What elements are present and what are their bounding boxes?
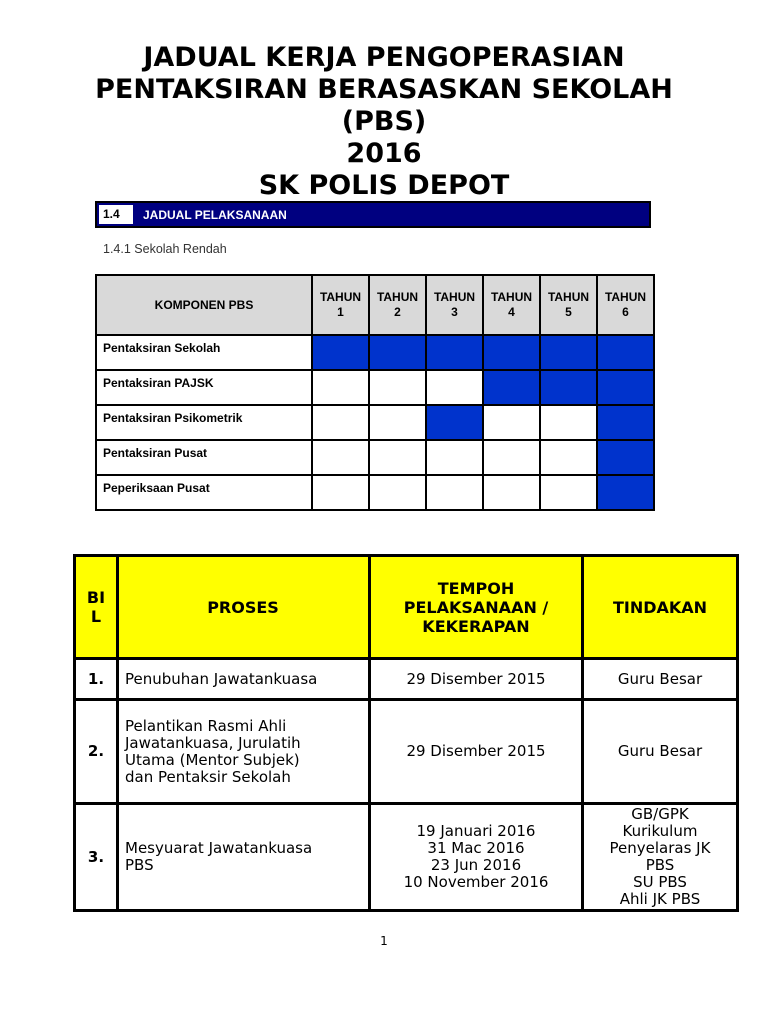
period-text-line: 23 Jun 2016	[430, 856, 522, 874]
grid-cell-empty	[369, 475, 426, 510]
process-text-line: dan Pentaksir Sekolah	[125, 767, 291, 786]
title-line-2: PENTAKSIRAN BERASASKAN SEKOLAH	[95, 74, 673, 105]
period-text-line: 10 November 2016	[403, 873, 549, 891]
header-bil: BI L	[75, 556, 118, 659]
period-text-line: 31 Mac 2016	[427, 839, 525, 857]
grid-cell-empty	[483, 440, 540, 475]
row-number: 1.	[75, 659, 118, 700]
period-text	[370, 700, 583, 804]
grid-cell-filled	[483, 370, 540, 405]
grid-cell-empty	[540, 440, 597, 475]
grid-cell-empty	[312, 475, 369, 510]
grid-header-row	[96, 275, 654, 335]
action-text	[583, 804, 738, 911]
title-line-3: (PBS)	[341, 106, 427, 137]
grid-cell-empty	[369, 440, 426, 475]
grid-cell-filled	[597, 405, 654, 440]
grid-cell-empty	[540, 405, 597, 440]
action-text-line: Kurikulum	[622, 822, 698, 840]
work-schedule-table	[73, 554, 739, 912]
grid-header-year-5: TAHUN 5	[540, 275, 597, 335]
row-number: 3.	[75, 804, 118, 911]
grid-cell-empty	[426, 370, 483, 405]
title-line-1: JADUAL KERJA PENGOPERASIAN	[143, 42, 625, 73]
grid-cell-empty	[540, 475, 597, 510]
schedule-row	[75, 659, 738, 700]
title-line-5: SK POLIS DEPOT	[258, 170, 510, 201]
grid-cell-empty	[369, 405, 426, 440]
grid-row	[96, 475, 654, 510]
grid-cell-filled	[540, 335, 597, 370]
grid-cell-empty	[369, 370, 426, 405]
section-header-bar	[95, 201, 651, 228]
grid-cell-filled	[426, 335, 483, 370]
grid-cell-empty	[483, 405, 540, 440]
header-tindakan: TINDAKAN	[583, 556, 738, 659]
period-text-line: 19 Januari 2016	[416, 822, 536, 840]
grid-cell-filled	[597, 335, 654, 370]
grid-cell-empty	[483, 475, 540, 510]
grid-cell-empty	[426, 440, 483, 475]
process-text-line: Mesyuarat Jawatankuasa	[125, 839, 313, 857]
process-text-line: Jawatankuasa, Jurulatih	[125, 733, 301, 752]
section-number: 1.4	[99, 205, 133, 224]
grid-cell-filled	[540, 370, 597, 405]
grid-cell-filled	[369, 335, 426, 370]
process-text	[118, 700, 370, 804]
process-text-line: PBS	[125, 856, 154, 874]
grid-cell-filled	[597, 440, 654, 475]
action-text-line: SU PBS	[633, 873, 687, 891]
action-text-line: Guru Besar	[617, 742, 703, 760]
subsection-title: 1.4.1 Sekolah Rendah	[103, 242, 227, 256]
action-text	[583, 659, 738, 700]
header-tempoh: TEMPOH PELAKSANAAN / KEKERAPAN	[370, 556, 583, 659]
process-text-line: Penubuhan Jawatankuasa	[125, 669, 318, 688]
process-text-line: Pelantikan Rasmi Ahli	[125, 716, 287, 735]
document-title	[0, 42, 768, 202]
grid-row-label: Pentaksiran Sekolah	[96, 335, 312, 370]
grid-row	[96, 335, 654, 370]
schedule-row	[75, 700, 738, 804]
grid-cell-filled	[597, 370, 654, 405]
action-text-line: PBS	[645, 856, 675, 874]
period-text-line: 29 Disember 2015	[406, 742, 546, 760]
grid-header-year-4: TAHUN 4	[483, 275, 540, 335]
action-text	[583, 700, 738, 804]
grid-header-year-2: TAHUN 2	[369, 275, 426, 335]
grid-header-year-1: TAHUN 1	[312, 275, 369, 335]
grid-cell-empty	[312, 370, 369, 405]
grid-cell-empty	[312, 405, 369, 440]
header-proses: PROSES	[118, 556, 370, 659]
grid-row-label: Pentaksiran PAJSK	[96, 370, 312, 405]
section-title: JADUAL PELAKSANAAN	[143, 208, 287, 222]
action-text-line: GB/GPK	[631, 805, 689, 823]
grid-row-label: Peperiksaan Pusat	[96, 475, 312, 510]
grid-cell-filled	[312, 335, 369, 370]
grid-row	[96, 405, 654, 440]
grid-header-component: KOMPONEN PBS	[96, 275, 312, 335]
action-text-line: Ahli JK PBS	[619, 890, 701, 908]
process-text	[118, 804, 370, 911]
implementation-grid	[95, 274, 655, 511]
grid-row-label: Pentaksiran Psikometrik	[96, 405, 312, 440]
process-text	[118, 659, 370, 700]
process-text-line: Utama (Mentor Subjek)	[125, 750, 300, 769]
grid-cell-empty	[312, 440, 369, 475]
schedule-header-row	[75, 556, 738, 659]
action-text-line: Guru Besar	[617, 669, 703, 688]
grid-cell-filled	[483, 335, 540, 370]
grid-row	[96, 440, 654, 475]
grid-row	[96, 370, 654, 405]
schedule-row	[75, 804, 738, 911]
grid-cell-empty	[426, 475, 483, 510]
grid-header-year-3: TAHUN 3	[426, 275, 483, 335]
grid-cell-filled	[597, 475, 654, 510]
row-number: 2.	[75, 700, 118, 804]
page-number: 1	[380, 934, 388, 948]
action-text-line: Penyelaras JK	[609, 839, 711, 857]
period-text	[370, 804, 583, 911]
period-text-line: 29 Disember 2015	[406, 669, 546, 688]
period-text	[370, 659, 583, 700]
title-line-4: 2016	[346, 138, 422, 169]
grid-cell-filled	[426, 405, 483, 440]
grid-header-year-6: TAHUN 6	[597, 275, 654, 335]
grid-row-label: Pentaksiran Pusat	[96, 440, 312, 475]
